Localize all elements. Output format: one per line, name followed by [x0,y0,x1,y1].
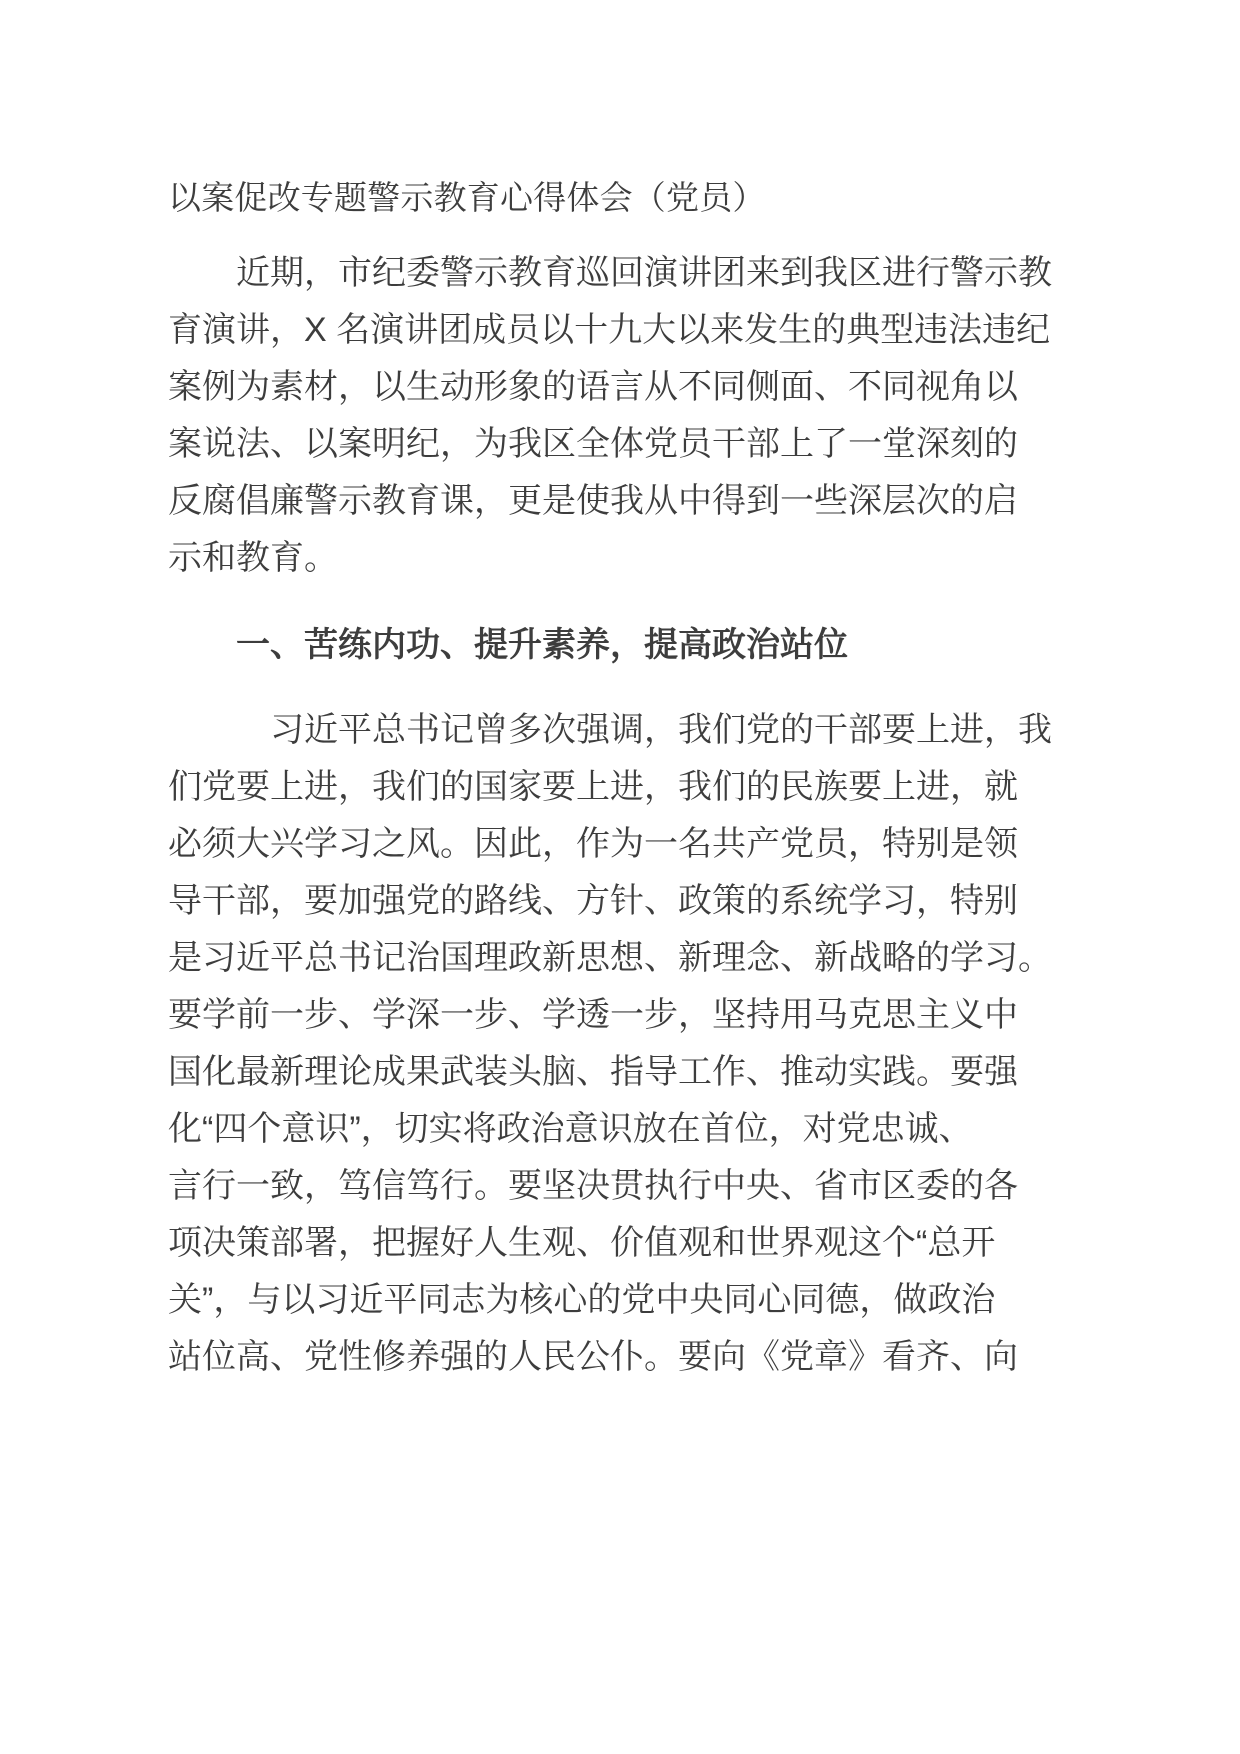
paragraph-line: 国化最新理论成果武装头脑、指导工作、推动实践。要强 [168,1053,1018,1091]
paragraph-line: 站位高、党性修养强的人民公仆。要向《党章》看齐、向 [168,1338,1018,1376]
paragraph-intro [168,245,1052,587]
paragraph-line: 项决策部署，把握好人生观、价值观和世界观这个“总开 [168,1224,996,1262]
paragraph-line: 习近平总书记曾多次强调，我们党的干部要上进，我 [168,711,1052,749]
paragraph-line: 导干部，要加强党的路线、方针、政策的系统学习，特别 [168,882,1018,920]
paragraph-line: 言行一致，笃信笃行。要坚决贯执行中央、省市区委的各 [168,1167,1018,1205]
paragraph-line: 案说法、以案明纪，为我区全体党员干部上了一堂深刻的 [168,425,1018,463]
paragraph-line: 必须大兴学习之风。因此，作为一名共产党员，特别是领 [168,825,1018,863]
paragraph-line: 案例为素材，以生动形象的语言从不同侧面、不同视角以 [168,368,1018,406]
paragraph-section-1 [168,702,1052,1386]
paragraph-line: 们党要上进，我们的国家要上进，我们的民族要上进，就 [168,768,1018,806]
page-title: 以案促改专题警示教育心得体会（党员） [168,179,766,216]
paragraph-line: 反腐倡廉警示教育课，更是使我从中得到一些深层次的启 [168,482,1018,520]
paragraph-line: 关”，与以习近平同志为核心的党中央同心同德，做政治 [168,1281,996,1319]
section-heading-1: 一、苦练内功、提升素养，提高政治站位 [236,626,848,664]
paragraph-line: 是习近平总书记治国理政新思想、新理念、新战略的学习。 [168,939,1052,977]
paragraph-line: 化“四个意识”，切实将政治意识放在首位，对党忠诚、 [168,1110,973,1148]
paragraph-line: 近期，市纪委警示教育巡回演讲团来到我区进行警示教 [168,254,1052,292]
document-body [168,0,1052,1386]
paragraph-line: 示和教育。 [168,539,338,577]
paragraph-line: 要学前一步、学深一步、学透一步，坚持用马克思主义中 [168,996,1018,1034]
paragraph-line: 育演讲，X 名演讲团成员以十九大以来发生的典型违法违纪 [168,311,1051,349]
